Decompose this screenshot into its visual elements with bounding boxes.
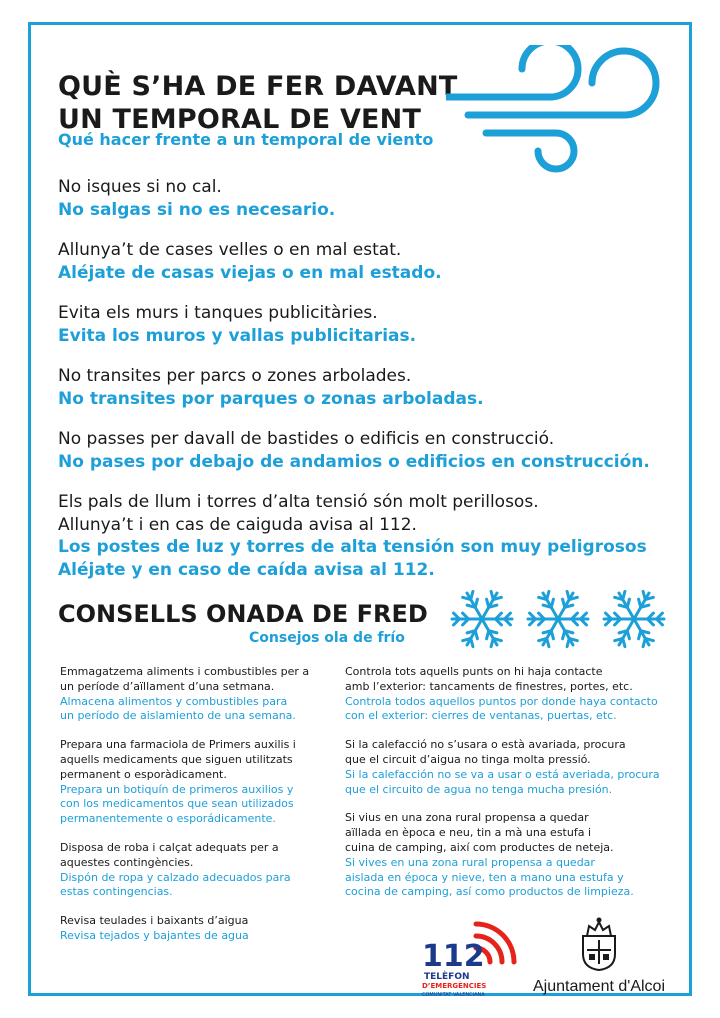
snowflakes-group [448,582,668,656]
emergency-112-logo [418,908,518,1012]
wind-tip-spanish-text: Aléjate y en caso de caída avisa al 112. [58,559,435,580]
wind-tip-spanish-text: Evita los muros y vallas publicitarias. [58,325,417,346]
cold-tip-spanish-text: Almacena alimentos y combustibles para [60,694,288,708]
wind-tip-catalan-text: Allunya’t de cases velles o en mal estat. [58,240,402,260]
cold-tip-catalan-text: cuina de camping, així com productes de neteja. [345,840,614,854]
cold-tip-catalan-text: Revisa teulades i baixants d’aigua [60,914,249,928]
cold-tip-catalan-text: Si vius en una zona rural propensa a quedar [345,811,589,825]
emergency-label-line2: D’EMERGÈNCIES [422,982,487,990]
wind-icon [446,45,686,175]
cold-tip [345,811,685,900]
cold-tip-spanish-text: Controla todos aquellos puntos por donde haya contacto [345,694,658,708]
wind-tip-spanish-text: No transites por parques o zonas arboladas. [58,388,484,409]
cold-tip-spanish-text: Prepara un botiquín de primeros auxilios y [60,782,294,796]
wind-tip [58,176,658,221]
wind-tip-spanish-text: Los postes de luz y torres de alta tensión son muy peligrosos [58,537,647,557]
cold-tip [60,841,330,900]
cold-tip [60,914,330,944]
wind-title [58,70,458,136]
cold-tips-left-column [60,665,330,958]
cold-tip-spanish-text: permanentemente o esporádicamente. [60,812,276,826]
wind-tip-catalan-text: Allunya’t i en cas de caiguda avisa al 112. [58,514,417,535]
snowflake-icon [452,591,512,646]
wind-tip [58,239,658,284]
cold-tip [345,738,685,797]
cold-tip [345,665,685,724]
cold-tip-catalan-text: Disposa de roba i calçat adequats per a [60,840,279,854]
cold-tip-catalan-text: Controla tots aquells punts on hi haja contacte [345,665,603,678]
cold-tip-catalan-text: amb l’exterior: tancaments de finestres, portes, etc. [345,679,633,693]
cold-tip [60,665,330,724]
cold-tip-spanish-text: estas contingencias. [60,885,173,899]
cold-tip-catalan-text: aquestes contingències. [60,855,194,869]
wind-tip-spanish-text: Aléjate de casas viejas o en mal estado. [58,262,442,283]
wind-tips-list [58,176,658,599]
emergency-label-line1: TELÈFON [424,972,470,982]
coat-of-arms-icon [569,914,629,972]
wind-tip-catalan-text: No isques si no cal. [58,177,222,197]
wind-tip-catalan-text: No passes per davall de bastides o edificis en construcció. [58,429,555,449]
wind-tip [58,302,658,347]
snowflake-icon [528,591,588,646]
cold-title: CONSELLS ONADA DE FRED [58,600,428,628]
emergency-label-line3: COMUNITAT VALENCIANA [422,992,485,998]
wind-tip-spanish-text: No salgas si no es necesario. [58,199,336,220]
cold-tip-catalan-text: que el circuit d’aigua no tinga molta pressió. [345,752,591,766]
council-name: Ajuntament d'Alcoi [532,978,665,995]
wind-tip-catalan-text: Els pals de llum i torres d’alta tensió són molt perillosos. [58,492,539,512]
cold-tip-spanish-text: Si vives en una zona rural propensa a quedar [345,855,595,869]
wind-title-line1: QUÈ S’HA DE FER DAVANT [58,71,458,102]
cold-subtitle: Consejos ola de frío [249,630,405,646]
signal-waves-icon [418,908,518,1008]
cold-tip-spanish-text: cocina de camping, así como productos de limpieza. [345,885,634,899]
cold-tip-spanish-text: Si la calefacción no se va a usar o está averiada, procura [345,767,660,781]
cold-tip-catalan-text: Prepara una farmaciola de Primers auxilis i [60,738,296,752]
cold-tips-right-column [345,665,685,914]
cold-tip-catalan-text: Si la calefacció no s’usara o està avariada, procura [345,738,626,752]
cold-tip-spanish-text: Revisa tejados y bajantes de agua [60,928,249,942]
cold-tip-spanish-text: que el circuito de agua no tenga mucha presión. [345,782,613,796]
wind-tip-catalan-text: No transites per parcs o zones arbolades. [58,366,412,386]
cold-tip-spanish-text: con los medicamentos que sean utilizados [60,797,294,811]
cold-tip-catalan-text: un període d’aïllament d’una setmana. [60,679,275,693]
council-logo [524,914,674,996]
wind-subtitle: Qué hacer frente a un temporal de viento [58,130,434,149]
cold-tip-catalan-text: aquells medicaments que siguen utilitzats [60,752,293,766]
wind-tip [58,365,658,410]
cold-tip [60,738,330,827]
cold-tip-spanish-text: un período de aislamiento de una semana. [60,709,296,723]
cold-tip-catalan-text: aïllada en època e neu, tin a mà una estufa i [345,826,591,840]
wind-tip [58,428,658,473]
cold-tip-spanish-text: Dispón de ropa y calzado adecuados para [60,870,291,884]
wind-tip-spanish-text: No pases por debajo de andamios o edificios en construcción. [58,451,650,472]
wind-title-line2: UN TEMPORAL DE VENT [58,104,422,135]
emergency-number: 112 [422,939,485,974]
snowflake-icon [604,591,664,646]
cold-tip-catalan-text: Emmagatzema aliments i combustibles per a [60,665,310,678]
cold-tip-spanish-text: aislada en época y nieve, ten a mano una estufa y [345,870,624,884]
cold-tip-spanish-text: con el exterior: cierres de ventanas, puertas, etc. [345,709,617,723]
wind-tip [58,491,658,581]
wind-tip-catalan-text: Evita els murs i tanques publicitàries. [58,303,378,323]
cold-tip-catalan-text: permanent o esporàdicament. [60,767,227,781]
